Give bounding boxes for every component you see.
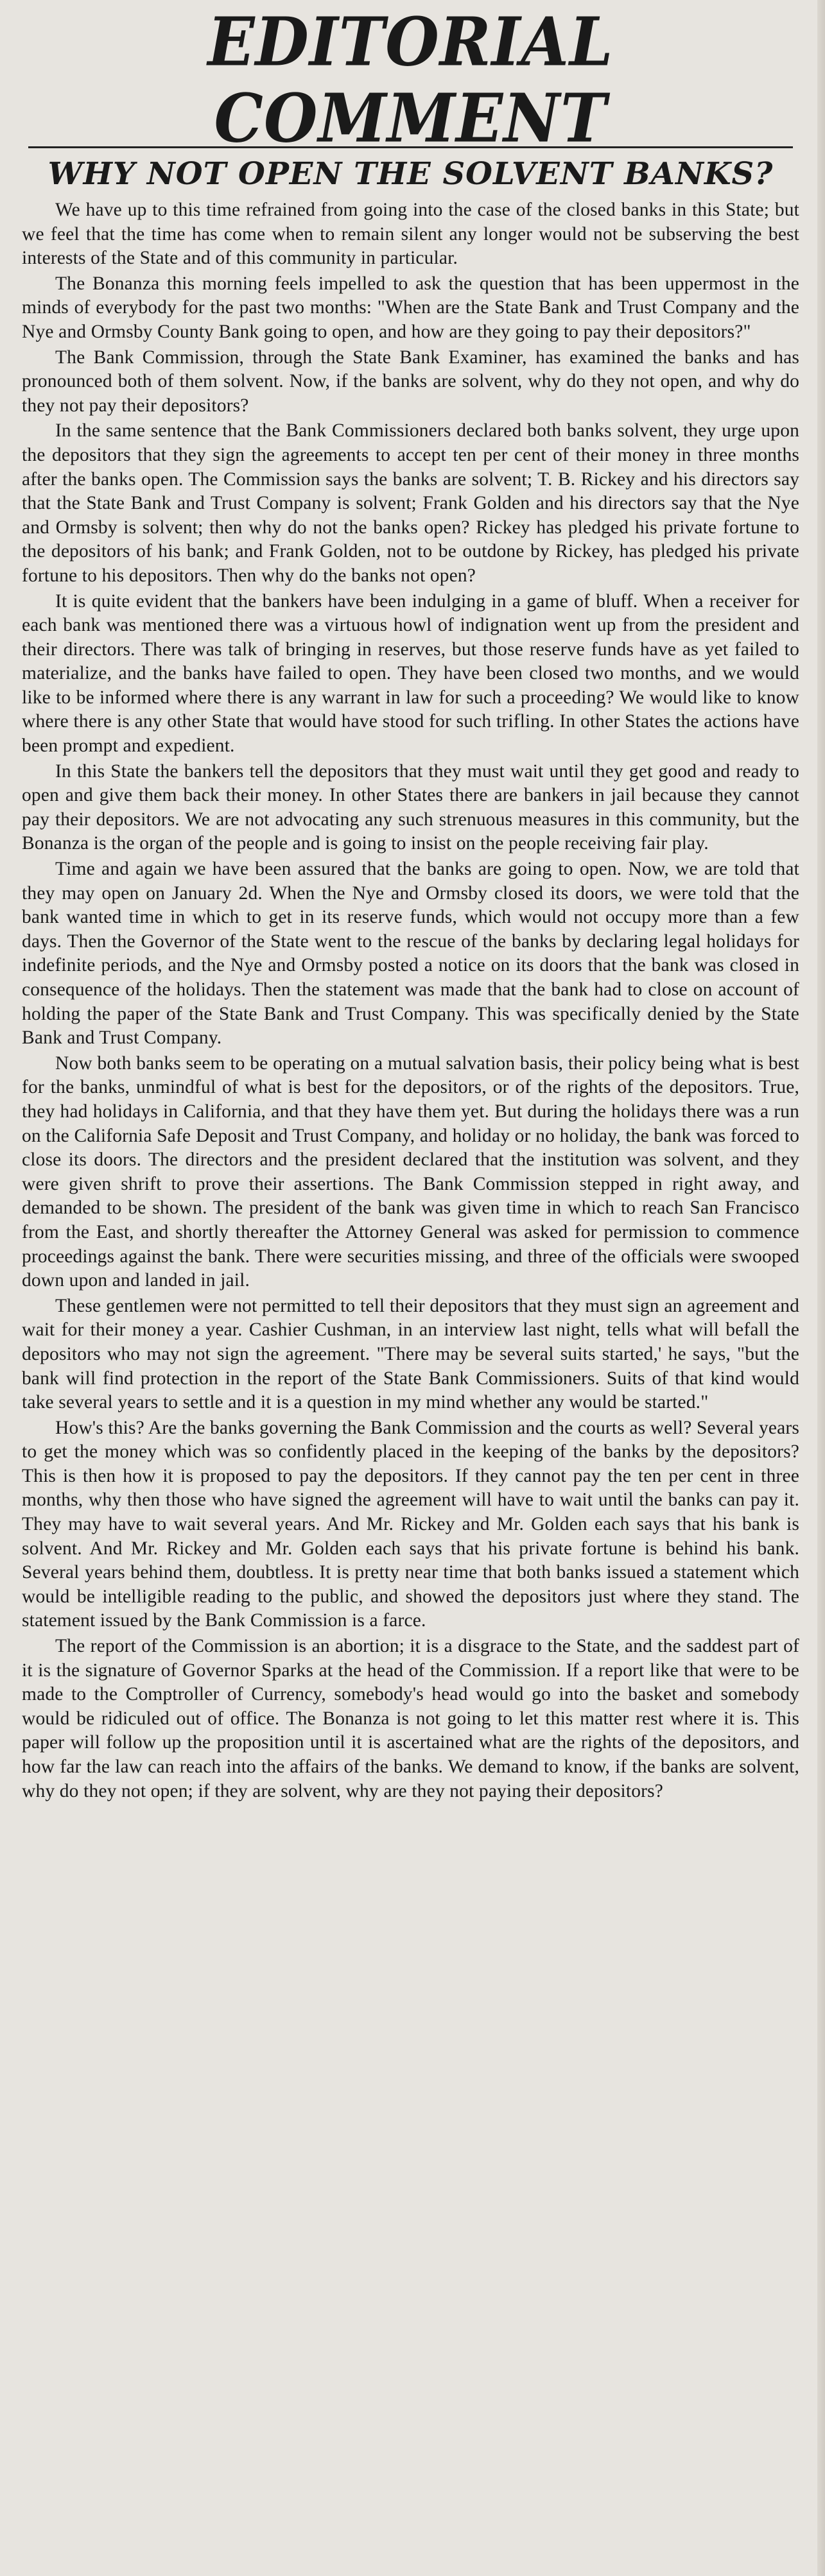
paragraph: In the same sentence that the Bank Commissioners declared both banks solvent, they urge upon the depositors that they sign the agreements to accept ten per cent of their money in three months after the banks open. The Commission says the banks are solvent; T. B. Rickey and his directors say that the State Bank and Trust Company is solvent; Frank Golden and his directors say that the Nye and Ormsby is solvent; then why do not the banks open? Rickey has pledged his private fortune to the depositors of his bank; and Frank Golden, not to be outdone by Rickey, has pledged his private fortune to his depositors. Then why do the banks not open? <box>22 420 799 586</box>
editorial-headline: WHY NOT OPEN THE SOLVENT BANKS? <box>48 156 774 192</box>
page-edge <box>817 0 825 2576</box>
paragraph: These gentlemen were not permitted to tell their depositors that they must sign an agreement and wait for their money a year. Cashier Cushman, in an interview last night, tells what will befall the depositors who may not sign the agreement. "There may be several suits started,' he says, "but the bank will find protection in the report of the State Bank Commissioners. Suits of that kind would take several years to settle and it is a question in my mind whether any would be started." <box>22 1295 799 1413</box>
paragraph: In this State the bankers tell the depositors that they must wait until they get good and ready to open and give them back their money. In other States there are bankers in jail because they cannot pay their depositors. We are not advocating any such strenuous measures in this community, but the Bonanza is the organ of the people and is going to insist on the people receiving fair play. <box>22 760 799 854</box>
paragraph: The Bonanza this morning feels impelled to ask the question that has been uppermost in the minds of everybody for the past two months: "When are the State Bank and Trust Company and the Nye and Ormsby County Bank going to open, and how are they going to pay their depositors?" <box>22 273 799 342</box>
paragraph: The report of the Commission is an abortion; it is a disgrace to the State, and the saddest part of it is the signature of Governor Sparks at the head of the Commission. If a report like that were to be made to the Comptroller of Currency, somebody's head would go into the basket and somebody would be ridiculed out of office. The Bonanza is not going to let this matter rest where it is. This paper will follow up the proposition until it is ascertained what are the rights of the depositors, and how far the law can reach into the affairs of the banks. We demand to know, if the banks are solvent, why do they not open; if they are solvent, why are they not paying their depositors? <box>22 1636 799 1801</box>
paragraph: Time and again we have been assured that the banks are going to open. Now, we are told that they may open on January 2d. When the Nye and Ormsby closed its doors, we were told that the bank wanted time in which to get in its reserve funds, which would not occupy more than a few days. Then the Governor of the State went to the rescue of the banks by declaring legal holidays for indefinite periods, and the Nye and Ormsby posted a notice on its doors that the bank was closed in consequence of the holidays. Then the statement was made that the bank had to close on account of holding the paper of the State Bank and Trust Company. This was specifically denied by the State Bank and Trust Company. <box>22 859 799 1049</box>
paragraph: We have up to this time refrained from going into the case of the closed banks in this State; but we feel that the time has come when to remain silent any longer would not be subserving the best interests of the State and of this community in particular. <box>22 200 799 269</box>
paragraph: The Bank Commission, through the State Bank Examiner, has examined the banks and has pronounced both of them solvent. Now, if the banks are solvent, why do they not open, and why do they not pay their depositors? <box>22 347 799 416</box>
paragraph: Now both banks seem to be operating on a mutual salvation basis, their policy being what is best for the banks, unmindful of what is best for the depositors, or of the rights of the depositors. True, they had holidays in California, and that they have them yet. But during the holidays there was a run on the California Safe Deposit and Trust Company, and holiday or no holiday, the bank was forced to close its doors. The directors and the president declared that the institution was solvent, and they were given shrift to prove their assertions. The Bank Commission stepped in right away, and demanded to be shown. The president of the bank was given time in which to reach San Francisco from the East, and shortly thereafter the Attorney General was asked for permission to commence proceedings against the bank. There were securities missing, and three of the officials were swooped down upon and landed in jail. <box>22 1052 799 1291</box>
paragraph: It is quite evident that the bankers have been indulging in a game of bluff. When a receiver for each bank was mentioned there was a virtuous howl of indignation went up from the president and their directors. There was talk of bringing in reserves, but those reserve funds have as yet failed to materialize, and the banks have failed to open. They have been closed two months, and we would like to be informed where there is any warrant in law for such a proceeding? We would like to know where there is any other State that would have stood for such trifling. In other States the actions have been prompt and expedient. <box>22 590 799 757</box>
masthead-title: EDITORIAL COMMENT <box>207 3 614 158</box>
paragraph: How's this? Are the banks governing the Bank Commission and the courts as well? Several years to get the money which was so confidently placed in the keeping of the banks by the depositors? This is then how it is proposed to pay the depositors. If they cannot pay the ten per cent in three months, why then those who have signed the agreement will have to wait until the banks can pay it. They may have to wait several years. And Mr. Rickey and Mr. Golden each says that his bank is solvent. And Mr. Rickey and Mr. Golden each says that his private fortune is behind his bank. Several years behind them, doubtless. It is pretty near time that both banks issued a statement which would be intelligible reading to the public, and showed the depositors just where they stand. The statement issued by the Bank Commission is a farce. <box>22 1417 799 1631</box>
editorial-body <box>22 198 799 1803</box>
